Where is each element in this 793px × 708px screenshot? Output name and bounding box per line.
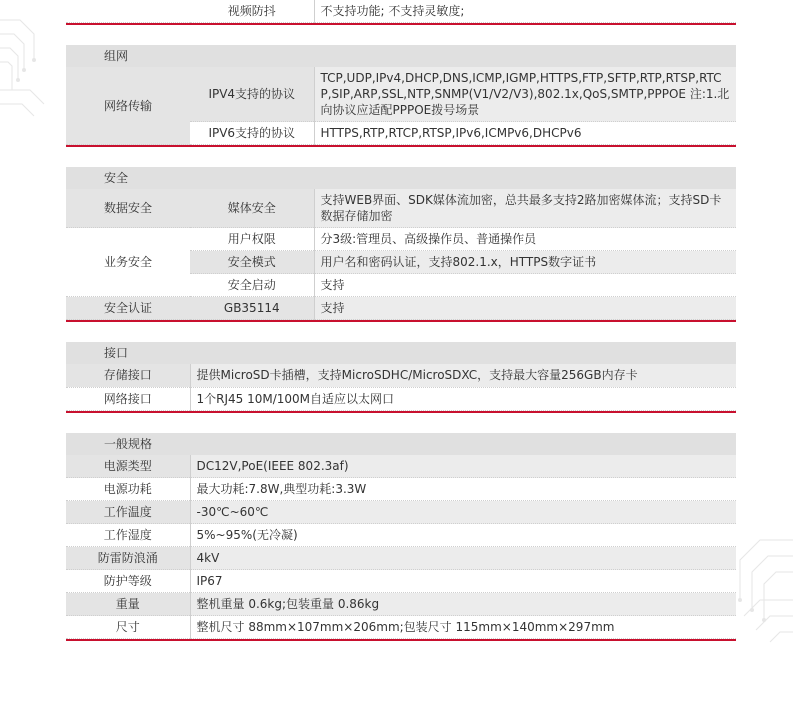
media-security-label: 媒体安全 [190,189,314,228]
secure-boot-value: 支持 [314,274,736,297]
storage-interface-label: 存储接口 [66,364,190,387]
dimensions-value: 整机尺寸 88mm×107mm×206mm;包装尺寸 115mm×140mm×297mm [190,616,736,639]
media-security-value: 支持WEB界面、SDK媒体流加密，总共最多支持2路加密媒体流；支持SD卡数据存储加密 [314,189,736,228]
network-interface-label: 网络接口 [66,387,190,410]
security-cert-label: 安全认证 [66,297,190,320]
ipv6-value: HTTPS,RTP,RTCP,RTSP,IPv6,ICMPv6,DHCPv6 [314,122,736,145]
protection-level-label: 防护等级 [66,570,190,593]
power-type-value: DC12V,PoE(IEEE 802.3af) [190,455,736,478]
data-security-label: 数据安全 [66,189,190,228]
network-interface-value: 1个RJ45 10M/100M自适应以太网口 [190,387,736,410]
security-section [66,167,736,320]
user-permission-label: 用户权限 [190,228,314,251]
surge-protection-label: 防雷防浪涌 [66,547,190,570]
business-security-label: 业务安全 [66,228,190,297]
ipv4-value: TCP,UDP,IPv4,DHCP,DNS,ICMP,IGMP,HTTPS,FTP,SFTP,RTP,RTSP,RTCP,SIP,ARP,SSL,NTP,SNMP(V1/V2/V3),802.1x,QoS,SMTP,PPPOE 注:1.北向协议应适配PPPOE拨号场景 [314,67,736,122]
secure-boot-label: 安全启动 [190,274,314,297]
ipv4-label: IPV4支持的协议 [190,67,314,122]
security-mode-value: 用户名和密码认证，支持802.1.x，HTTPS数字证书 [314,251,736,274]
interfaces-section [66,342,736,411]
stabilization-label: 视频防抖 [190,0,314,23]
section-title-security: 安全 [66,167,736,189]
storage-interface-value: 提供MicroSD卡插槽，支持MicroSDHC/MicroSDXC，支持最大容量256GB内存卡 [190,364,736,387]
weight-label: 重量 [66,593,190,616]
security-mode-label: 安全模式 [190,251,314,274]
network-group-label: 网络传输 [66,67,190,145]
gb35114-value: 支持 [314,297,736,320]
divider [66,639,736,641]
surge-protection-value: 4kV [190,547,736,570]
weight-value: 整机重量 0.6kg;包装重量 0.86kg [190,593,736,616]
operating-temp-label: 工作温度 [66,501,190,524]
protection-level-value: IP67 [190,570,736,593]
ipv6-label: IPV6支持的协议 [190,122,314,145]
stabilization-value: 不支持功能; 不支持灵敏度; [314,0,736,23]
section-title-network: 组网 [66,45,736,67]
user-permission-value: 分3级:管理员、高级操作员、普通操作员 [314,228,736,251]
operating-humidity-value: 5%~95%(无冷凝) [190,524,736,547]
power-type-label: 电源类型 [66,455,190,478]
gb35114-label: GB35114 [190,297,314,320]
power-consumption-value: 最大功耗:7.8W,典型功耗:3.3W [190,478,736,501]
dimensions-label: 尺寸 [66,616,190,639]
section-title-interfaces: 接口 [66,342,736,364]
section-title-general: 一般规格 [66,433,736,455]
operating-temp-value: -30℃~60℃ [190,501,736,524]
stabilization-table [66,0,736,23]
network-section [66,45,736,145]
power-consumption-label: 电源功耗 [66,478,190,501]
operating-humidity-label: 工作湿度 [66,524,190,547]
general-section [66,433,736,640]
